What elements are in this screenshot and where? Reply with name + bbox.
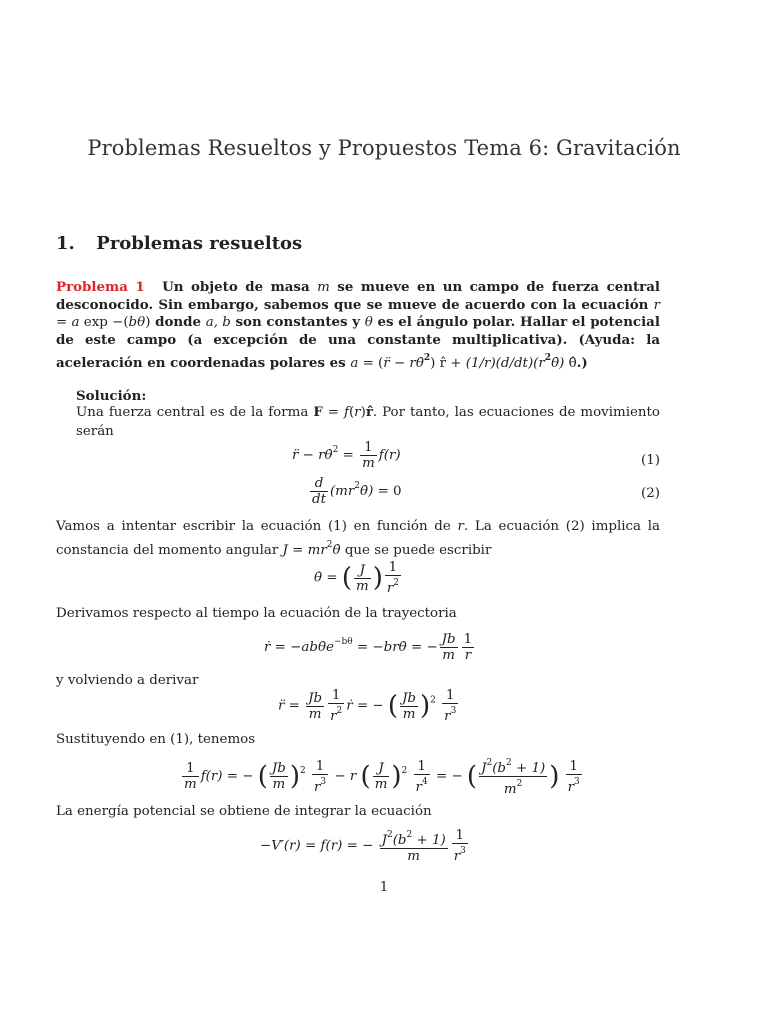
paragraph-derivative: Derivamos respecto al tiempo la ecuación de la trayectoria [56,606,457,621]
math-m: m [317,280,330,295]
paragraph-potential: La energía potencial se obtiene de integrar la ecuación [56,804,432,819]
paragraph-derive-again: y volviendo a derivar [56,673,199,688]
page-number: 1 [379,880,389,895]
equation-r-dot: ṙ = $-ab\thetȧe^{-b\theta}$ = −brθ̇ = − $\frac{Jb}{m}$ $\frac{1}{r}$ [264,632,473,663]
equation-substitution: $\frac{1}{m}$ f(r) = − ( $\frac{Jb}{m}$ )$^2$ $\frac{1}{r^3}$ − r ( $\frac{J}{m}$ )$^2$ $\frac{1}{r^4}$ = − ( $\frac{J^2(b^2 + 1)}{m^2}$ ) $\frac{1}{r^3}$ [184,758,580,797]
math-acceleration: a [350,355,359,371]
equation-potential: −V′(r) = f(r) = − $\frac{J^2(b^2 + 1)}{m}$ $\frac{1}{r^3}$ [260,828,466,864]
equation-1: r̈ − rθ̇$^2$ = $\frac{1}{m}$ f(r) [292,440,401,471]
equation-r-double-dot: r̈ = $\frac{Jb}{m}$ $\frac{1}{r^2}$ ṙ = − ( $\frac{Jb}{m}$ )$^2$ $\frac{1}{r^3}$ [278,688,457,724]
solution-heading: Solución: [76,388,147,404]
math-trajectory: r = a [56,297,660,331]
paragraph-angular-momentum: Vamos a intentar escribir la ecuación (1) en función de r. La ecuación (2) implica la constancia del momento angular $J = mr^2\thetȧ$ que se puede escribir [56,519,661,558]
equation-theta-dot: θ̇ = ( $\frac{J}{m}$ ) $\frac{1}{r^2}$ [314,560,399,596]
section-number: 1. [56,233,75,254]
section-heading [56,233,302,254]
paragraph-central-force: Una fuerza central es de la forma F = f(r)r̂. Por tanto, las ecuaciones de movimiento serán [76,404,660,439]
equation-2-number: (2) [641,486,660,501]
problem-statement: Problema 1 Un objeto de masa m se mueve en un campo de fuerza central desconocido. Sin embargo, sabemos que se mueve de acuerdo con la ecuación r = a exp −(bθ) donde a, b son constantes y θ es el ángulo polar. Hallar el potencial de este campo (a excepción de una constante multiplicativa). (Ayuda: la aceleración en coordenadas polares es a = (r̈ − rθ̇$^2$) r̂ + $(1/r)(d/dt)(r^2\thetȧ)$ θ̂.) [56,279,660,371]
problem-text-1: Un objeto de masa [162,279,310,295]
problem-label: Problema 1 [56,279,145,295]
equation-1-number: (1) [641,453,660,468]
math-theta: θ [364,315,373,331]
problem-text-4: son constantes y [235,314,361,331]
problem-text-3: donde [155,314,202,331]
section-title: Problemas resueltos [96,233,303,254]
equation-2: $\frac{d}{dt}$ $(mr^2\thetȧ) = 0$ [312,476,402,507]
problem-text-5: es el ángulo polar. Hallar el potencial de este campo (a excepción de una constante multiplicativa). (Ayuda: la aceleración en coordenadas polares es [56,314,660,371]
problem-text-2: se mueve en un campo de fuerza central desconocido. Sin embargo, sabemos que se mueve de acuerdo con la ecuación [56,279,660,313]
math-ab: a, b [205,315,231,331]
paragraph-substituting: Sustituyendo en (1), tenemos [56,732,256,747]
document-title: Problemas Resueltos y Propuestos Tema 6: Gravitación [87,136,681,160]
